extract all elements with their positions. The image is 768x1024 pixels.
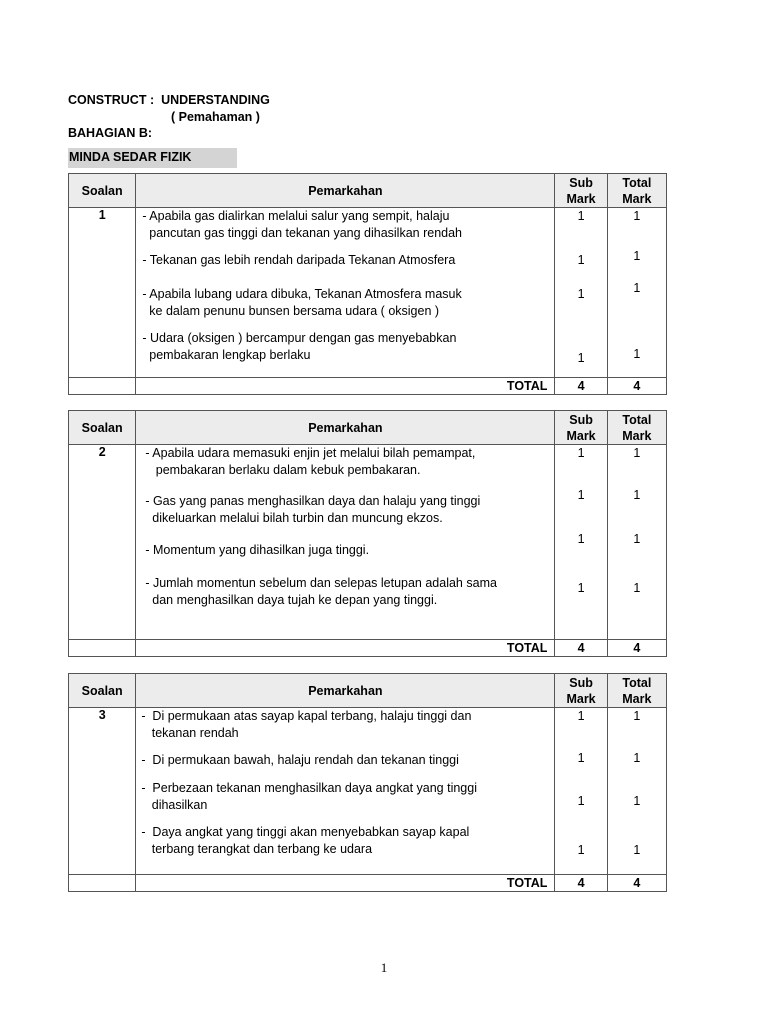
sub-mark: 1 [577, 209, 585, 223]
question-number: 2 [69, 445, 136, 640]
sub-mark: 1 [577, 287, 585, 301]
answer-item: - Tekanan gas lebih rendah daripada Tekanan Atmosfera [142, 253, 456, 267]
total-row [69, 640, 667, 657]
answer-item: - Gas yang panas menghasilkan daya dan halaju yang tinggi dikeluarkan melalui bilah turbin dan muncung ekzos. [145, 494, 481, 525]
total-total-value: 4 [607, 640, 666, 657]
sub-mark: 1 [577, 794, 585, 808]
page-number: 1 [380, 960, 388, 975]
sub-mark: 1 [577, 532, 585, 546]
marking-table-1 [68, 173, 667, 395]
sub-mark-column [555, 208, 607, 378]
sub-mark: 1 [577, 488, 585, 502]
total-sub-value: 4 [555, 875, 607, 892]
construct-heading [68, 93, 270, 108]
sub-mark: 1 [577, 253, 585, 267]
header-total-mark: Total Mark [607, 174, 666, 208]
header-soalan: Soalan [69, 174, 136, 208]
total-mark-column [607, 445, 666, 640]
total-mark: 1 [633, 347, 641, 361]
total-total-value: 4 [607, 378, 666, 395]
answer-item: - Di permukaan bawah, halaju rendah dan tekanan tinggi [141, 753, 459, 767]
total-row [69, 875, 667, 892]
marking-table-2 [68, 410, 667, 657]
question-number: 3 [69, 708, 136, 875]
sub-mark-column [555, 445, 607, 640]
total-mark: 1 [633, 843, 641, 857]
sub-mark: 1 [577, 751, 585, 765]
answer-body [136, 208, 555, 378]
answer-item: - Di permukaan atas sayap kapal terbang, halaju tinggi dan tekanan rendah [141, 709, 472, 740]
sub-mark: 1 [577, 351, 585, 365]
total-label: TOTAL [136, 640, 555, 657]
total-label: TOTAL [136, 875, 555, 892]
answer-item: - Jumlah momentun sebelum dan selepas letupan adalah sama dan menghasilkan daya tujah ke depan yang tinggi. [145, 576, 497, 607]
header-pemarkahan: Pemarkahan [136, 174, 555, 208]
sub-mark-column [555, 708, 607, 875]
sub-mark: 1 [577, 709, 585, 723]
total-sub-value: 4 [555, 640, 607, 657]
total-mark-column [607, 208, 666, 378]
answer-item: - Apabila gas dialirkan melalui salur yang sempit, halaju pancutan gas tinggi dan tekanan yang dihasilkan rendah [142, 209, 463, 240]
header-sub-mark: Sub Mark [555, 674, 607, 708]
header-pemarkahan: Pemarkahan [136, 411, 555, 445]
header-total-mark: Total Mark [607, 674, 666, 708]
total-mark: 1 [633, 249, 641, 263]
marking-table-3 [68, 673, 667, 892]
total-mark: 1 [633, 209, 641, 223]
total-mark: 1 [633, 751, 641, 765]
answer-body [136, 445, 555, 640]
sub-mark: 1 [577, 581, 585, 595]
total-mark: 1 [633, 446, 641, 460]
subject-banner [68, 148, 237, 168]
header-soalan: Soalan [69, 674, 136, 708]
total-label: TOTAL [136, 378, 555, 395]
construct-subtitle: ( Pemahaman ) [171, 110, 260, 124]
question-number: 1 [69, 208, 136, 378]
answer-item: - Apabila lubang udara dibuka, Tekanan Atmosfera masuk ke dalam penunu bunsen bersama udara ( oksigen ) [142, 287, 462, 318]
answer-item: - Apabila udara memasuki enjin jet melalui bilah pemampat, pembakaran berlaku dalam kebuk pembakaran. [145, 446, 476, 477]
header-pemarkahan: Pemarkahan [136, 674, 555, 708]
header-sub-mark: Sub Mark [555, 411, 607, 445]
total-mark: 1 [633, 709, 641, 723]
answer-item: - Momentum yang dihasilkan juga tinggi. [145, 543, 370, 557]
header-soalan: Soalan [69, 411, 136, 445]
total-sub-value: 4 [555, 378, 607, 395]
total-mark: 1 [633, 488, 641, 502]
total-mark: 1 [633, 794, 641, 808]
answer-item: - Daya angkat yang tinggi akan menyebabkan sayap kapal terbang terangkat dan terbang ke udara [141, 825, 470, 856]
answer-body [136, 708, 555, 875]
total-mark: 1 [633, 581, 641, 595]
header-total-mark: Total Mark [607, 411, 666, 445]
subject-title: MINDA SEDAR FIZIK [69, 150, 192, 164]
construct-label: CONSTRUCT : [68, 93, 155, 107]
total-mark: 1 [633, 281, 641, 295]
answer-item: - Udara (oksigen ) bercampur dengan gas menyebabkan pembakaran lengkap berlaku [142, 331, 457, 362]
sub-mark: 1 [577, 843, 585, 857]
sub-mark: 1 [577, 446, 585, 460]
total-total-value: 4 [607, 875, 666, 892]
total-row [69, 378, 667, 395]
header-sub-mark: Sub Mark [555, 174, 607, 208]
total-mark-column [607, 708, 666, 875]
section-heading: BAHAGIAN B: [68, 126, 153, 140]
answer-item: - Perbezaan tekanan menghasilkan daya angkat yang tinggi dihasilkan [141, 781, 477, 812]
construct-value: UNDERSTANDING [161, 93, 270, 107]
total-mark: 1 [633, 532, 641, 546]
